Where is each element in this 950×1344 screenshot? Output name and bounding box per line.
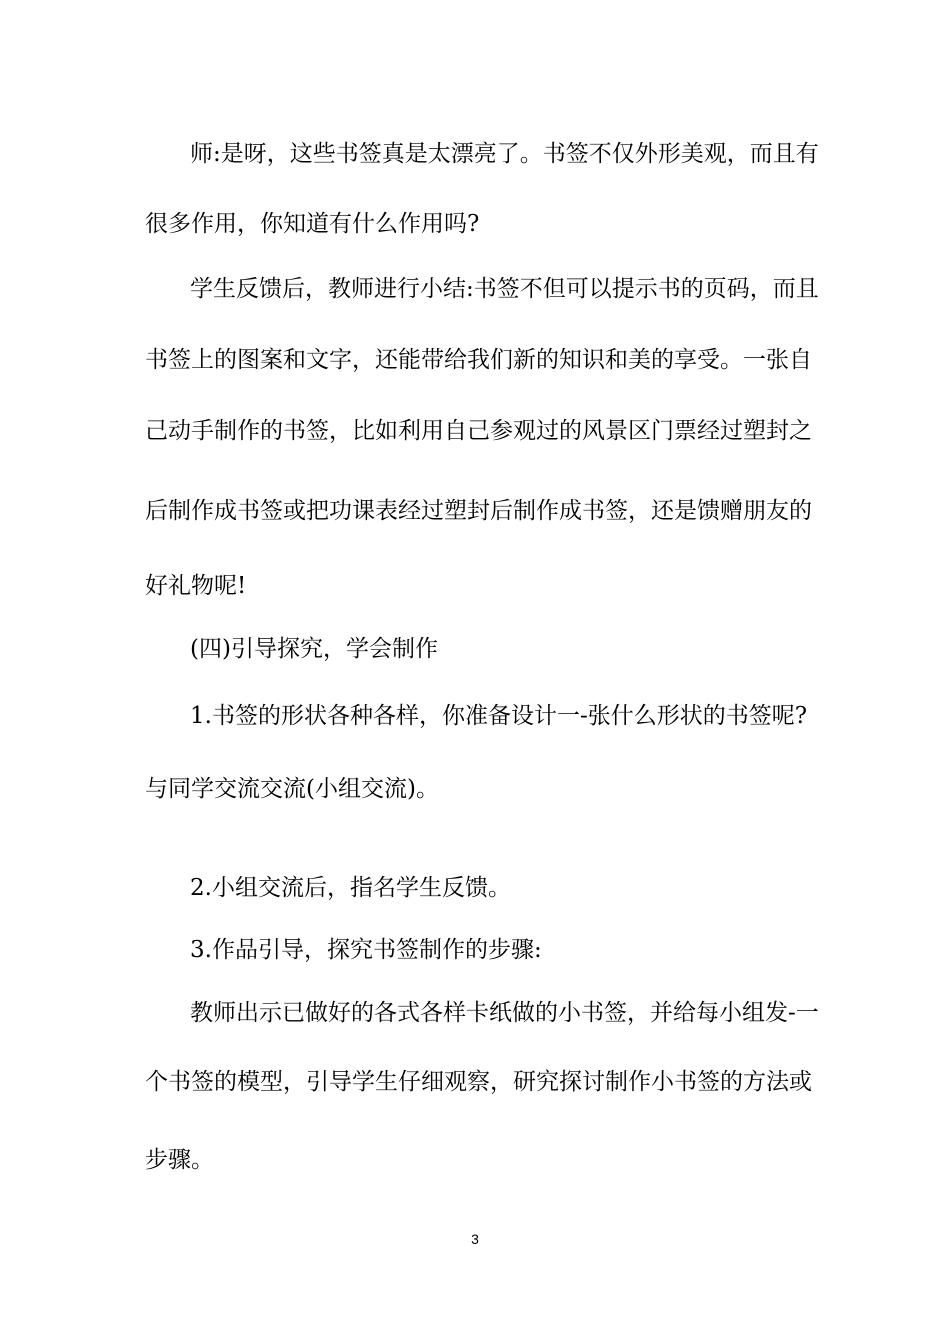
- paragraph-line: 书签上的图案和文字，还能带给我们新的知识和美的享受。一张自: [145, 347, 812, 373]
- paragraph-line: 师:是呀，这些书签真是太漂亮了。书签不仅外形美观，而且有: [190, 141, 819, 167]
- list-item: 2.小组交流后，指名学生反馈。: [190, 875, 511, 901]
- page-number: 3: [471, 1231, 479, 1247]
- paragraph-line: 步骤。: [145, 1147, 214, 1173]
- paragraph-line: 后制作成书签或把功课表经过塑封后制作成书签，还是馈赠朋友的: [145, 498, 812, 524]
- paragraph-line: 己动手制作的书签，比如利用自己参观过的风景区门票经过塑封之: [145, 418, 812, 444]
- paragraph-line: 教师出示已做好的各式各样卡纸做的小书签，并给每小组发-一: [190, 1000, 819, 1026]
- paragraph-line: 好礼物呢!: [145, 573, 247, 599]
- section-heading: (四)引导探究，学会制作: [190, 636, 438, 662]
- list-item: 1.书签的形状各种各样，你准备设计一-张什么形状的书签呢?: [190, 703, 808, 729]
- paragraph-line: 与同学交流交流(小组交流)。: [145, 776, 439, 802]
- paragraph-line: 很多作用，你知道有什么作用吗?: [145, 211, 480, 237]
- paragraph-line: 学生反馈后，教师进行小结:书签不但可以提示书的页码，而且: [190, 276, 819, 302]
- list-item: 3.作品引导，探究书签制作的步骤:: [190, 937, 542, 963]
- paragraph-line: 个书签的模型，引导学生仔细观察，研究探讨制作小书签的方法或: [145, 1069, 812, 1095]
